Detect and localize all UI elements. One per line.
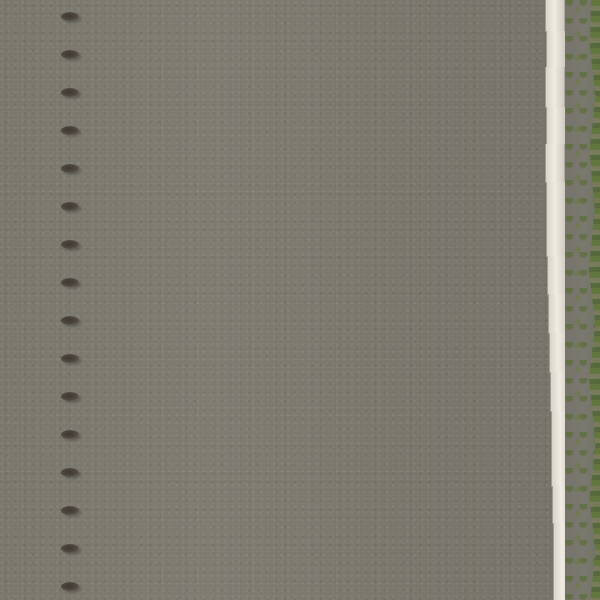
- road-marker: [61, 126, 79, 135]
- edge-line-segment: [545, 144, 565, 183]
- road-marker: [61, 12, 79, 21]
- road-marker: [61, 50, 79, 59]
- edge-line-segment: [546, 107, 566, 145]
- road-marker: [61, 430, 79, 439]
- edge-line-segment: [546, 31, 566, 68]
- road-marker: [61, 88, 79, 97]
- road-marker: [61, 316, 79, 325]
- edge-line-segment: [545, 0, 565, 32]
- road-marker: [61, 240, 79, 249]
- road-marker: [61, 164, 79, 173]
- road-marker-column: [61, 12, 81, 600]
- road-marker: [61, 202, 79, 211]
- road-marker: [61, 278, 79, 287]
- road-marker: [61, 392, 79, 401]
- road-marker: [61, 354, 79, 363]
- road-marker: [61, 544, 79, 553]
- edge-line-segment: [547, 256, 567, 295]
- road-marker: [61, 582, 79, 591]
- road-marker: [61, 506, 79, 515]
- edge-line-segment: [546, 219, 566, 257]
- solid-edge-line: [545, 0, 567, 600]
- edge-line-segment: [546, 182, 566, 220]
- road-marker: [61, 468, 79, 477]
- edge-line-segment: [545, 67, 565, 108]
